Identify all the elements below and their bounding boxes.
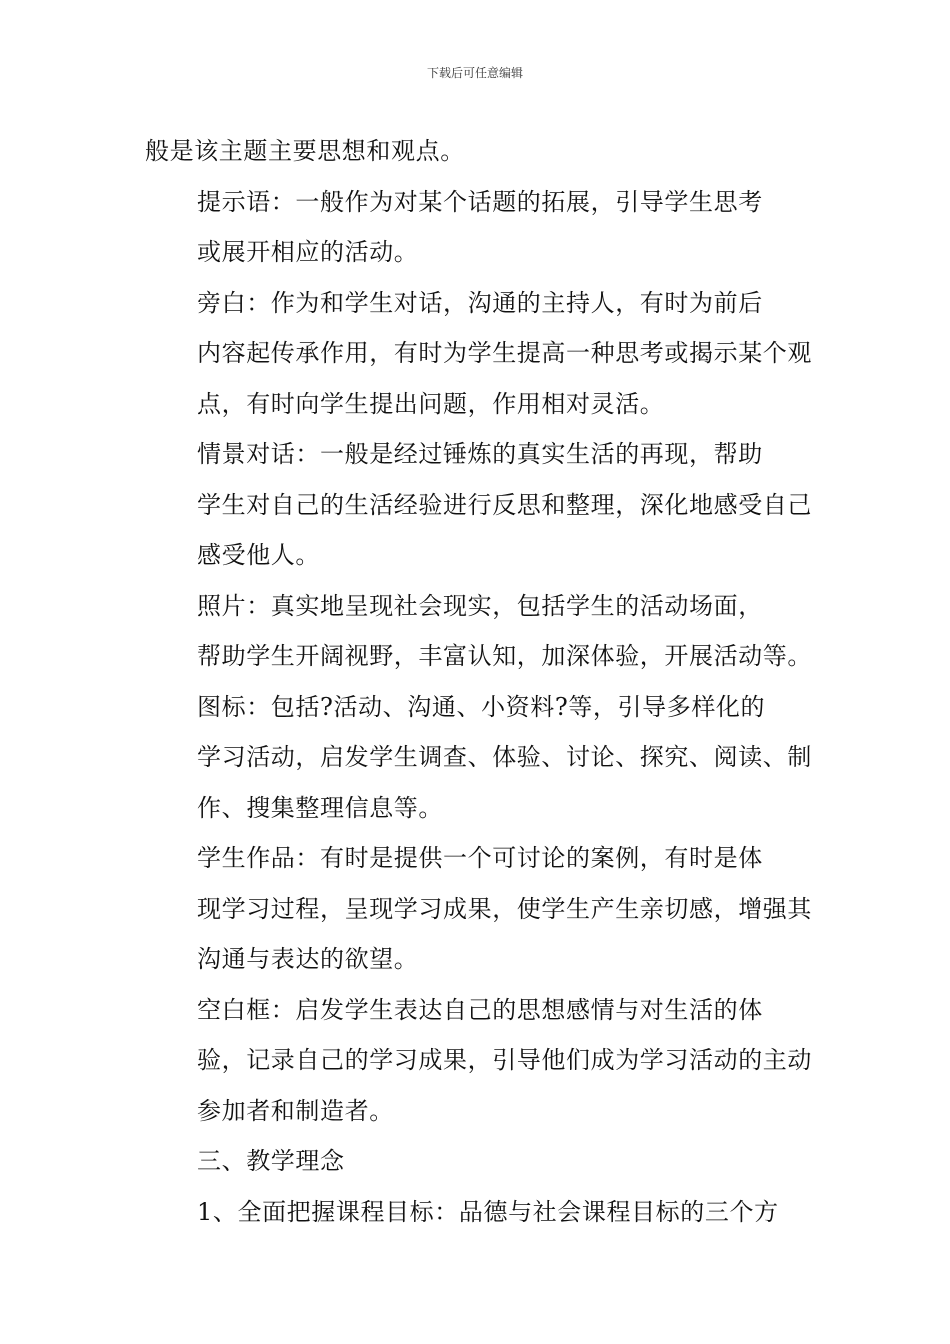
- paragraph-line: 提示语：一般作为对某个话题的拓展，引导学生思考: [197, 187, 763, 216]
- paragraph-line: 般是该主题主要思想和观点。: [145, 137, 465, 165]
- paragraph-line: 或展开相应的活动。: [197, 238, 419, 266]
- paragraph-line: 帮助学生开阔视野，丰富认知，加深体验，开展活动等。: [197, 642, 812, 670]
- paragraph-line: 情景对话：一般是经过锤炼的真实生活的再现，帮助: [197, 440, 763, 468]
- paragraph-line: 验，记录自己的学习成果，引导他们成为学习活动的主动: [197, 1046, 812, 1074]
- paragraph-line: 现学习过程，呈现学习成果，使学生产生亲切感，增强其: [197, 894, 812, 923]
- paragraph: [145, 581, 812, 682]
- paragraph-line: 三、教学理念: [197, 1147, 345, 1175]
- paragraph-line: 内容起传承作用，有时为学生提高一种思考或揭示某个观: [197, 339, 812, 367]
- paragraph: [145, 985, 812, 1137]
- paragraph-line: 照片：真实地呈现社会现实，包括学生的活动场面，: [197, 591, 763, 620]
- paragraph-line: 感受他人。: [197, 541, 320, 569]
- paragraph-line: 空白框：启发学生表达自己的思想感情与对生活的体: [197, 995, 763, 1024]
- paragraph: [145, 682, 812, 834]
- paragraph: [145, 278, 812, 430]
- paragraph-line: 点，有时向学生提出问题，作用相对灵活。: [197, 389, 665, 418]
- paragraph: [145, 833, 812, 985]
- paragraph-line: 图标：包括?活动、沟通、小资料?等，引导多样化的: [197, 692, 766, 721]
- paragraph: [145, 1136, 809, 1187]
- paragraph: [145, 177, 809, 278]
- paragraph-line: 学习活动，启发学生调查、体验、讨论、探究、阅读、制: [197, 743, 812, 771]
- document-body: [145, 126, 812, 1237]
- paragraph-line: 作、搜集整理信息等。: [197, 793, 443, 822]
- paragraph: [145, 429, 812, 581]
- paragraph-line: 旁白：作为和学生对话，沟通的主持人，有时为前后: [197, 288, 763, 317]
- page-header: 下载后可任意编辑: [426, 66, 523, 80]
- paragraph-line: 参加者和制造者。: [197, 1096, 394, 1125]
- paragraph-line: 1、全面把握课程目标：品德与社会课程目标的三个方: [197, 1197, 779, 1226]
- paragraph-line: 沟通与表达的欲望。: [197, 945, 419, 973]
- paragraph-line: 学生对自己的生活经验进行反思和整理，深化地感受自己: [197, 490, 812, 519]
- paragraph: [145, 126, 809, 177]
- paragraph-line: 学生作品：有时是提供一个可讨论的案例，有时是体: [197, 844, 763, 872]
- paragraph: [145, 1187, 809, 1238]
